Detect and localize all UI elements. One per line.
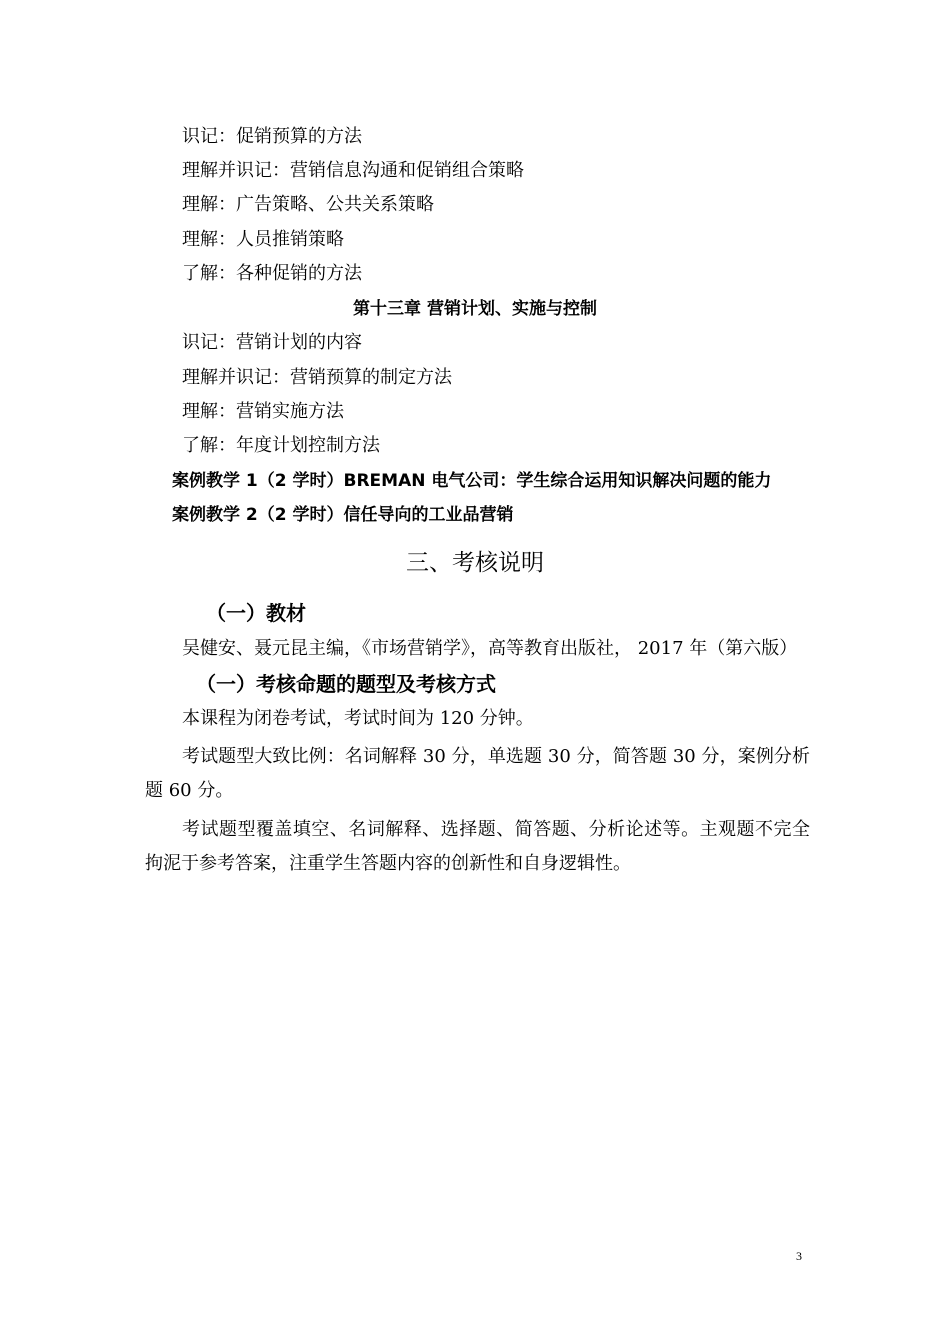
objective-item: 了解：年度计划控制方法 (182, 435, 380, 456)
case-teaching-item: 案例教学 1（2 学时）BREMAN 电气公司：学生综合运用知识解决问题的能力 (172, 471, 772, 491)
subsection-heading: （一）教材 (206, 601, 306, 625)
objective-item: 理解并识记：营销预算的制定方法 (182, 367, 452, 388)
objective-item: 理解并识记：营销信息沟通和促销组合策略 (182, 160, 524, 181)
objective-item: 理解：广告策略、公共关系策略 (182, 194, 434, 215)
paragraph: 考试题型大致比例：名词解释 30 分，单选题 30 分，简答题 30 分，案例分析题 60 分。 (145, 746, 810, 801)
section-heading: 三、考核说明 (406, 550, 544, 576)
objective-item: 识记：营销计划的内容 (182, 332, 362, 353)
chapter-heading: 第十三章 营销计划、实施与控制 (353, 299, 597, 319)
objective-item: 理解：营销实施方法 (182, 401, 344, 422)
objective-item: 了解：各种促销的方法 (182, 263, 362, 284)
paragraph: 考试题型覆盖填空、名词解释、选择题、简答题、分析论述等。主观题不完全拘泥于参考答案，注重学生答题内容的创新性和自身逻辑性。 (145, 819, 810, 874)
objective-item: 理解：人员推销策略 (182, 229, 344, 250)
subsection-heading: （一）考核命题的题型及考核方式 (196, 672, 496, 696)
case-teaching-item: 案例教学 2（2 学时）信任导向的工业品营销 (172, 505, 514, 525)
page-number: 3 (796, 1249, 802, 1263)
textbook-citation: 吴健安、聂元昆主编，《市场营销学》，高等教育出版社， 2017 年（第六版） (182, 638, 798, 659)
paragraph: 本课程为闭卷考试，考试时间为 120 分钟。 (182, 708, 534, 729)
objective-item: 识记：促销预算的方法 (182, 126, 362, 147)
